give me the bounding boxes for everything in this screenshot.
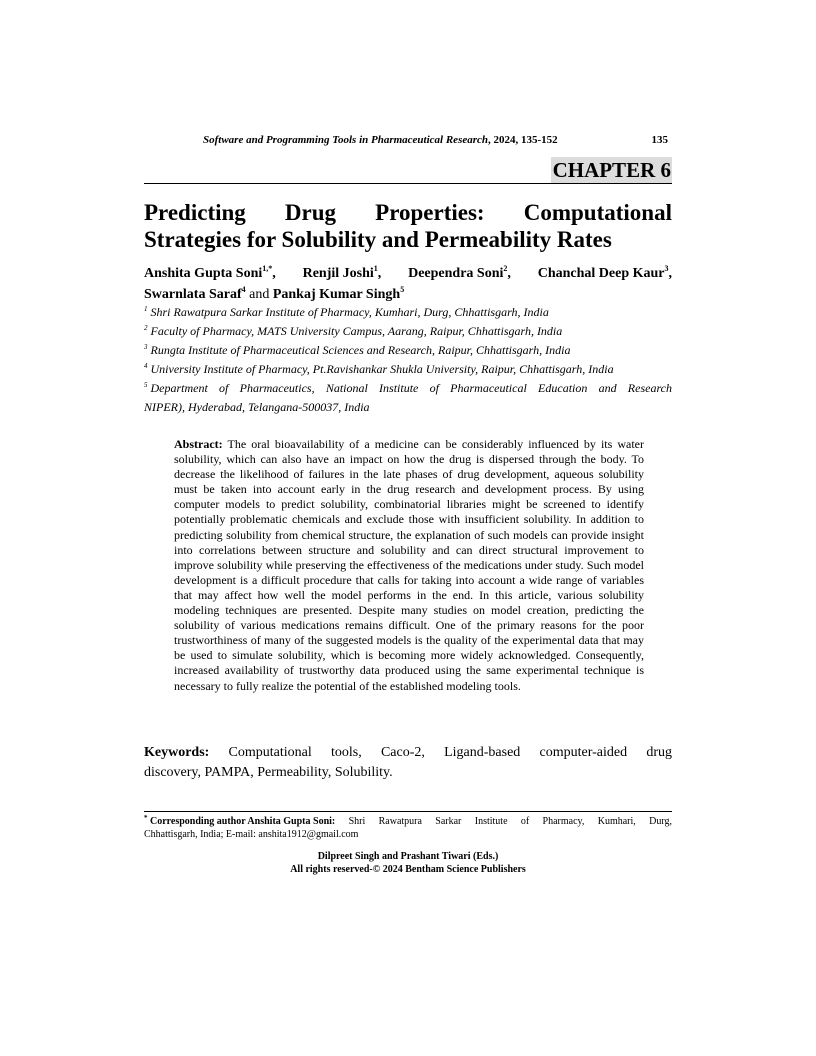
title-word: Drug bbox=[284, 200, 337, 225]
author-name: Pankaj Kumar Singh bbox=[272, 287, 401, 302]
author-line-1 bbox=[144, 263, 672, 284]
affiliation-word: of bbox=[429, 381, 439, 395]
footnote-word: Sarkar bbox=[435, 816, 462, 827]
title-word: Computational bbox=[523, 200, 672, 225]
chapter-label-text: CHAPTER 6 bbox=[552, 158, 671, 182]
author-affiliation-marker: 5 bbox=[400, 285, 405, 294]
footnote-word: Pharmacy, bbox=[542, 816, 585, 827]
footnote-word: of bbox=[520, 816, 530, 827]
editors-line: Dilpreet Singh and Prashant Tiwari (Eds.) bbox=[317, 851, 499, 862]
author-name: Chanchal Deep Kaur bbox=[537, 266, 665, 281]
keyword-word: Computational bbox=[228, 745, 312, 760]
affiliation-number: 4 bbox=[144, 362, 148, 370]
author-name: Deependra Soni bbox=[408, 266, 504, 281]
journal-citation bbox=[203, 133, 558, 147]
chapter-divider bbox=[144, 183, 672, 184]
page-number: 135 bbox=[651, 134, 668, 146]
corresponding-author-footnote bbox=[144, 815, 672, 841]
keyword-word: Caco-2, bbox=[380, 745, 425, 760]
affiliation-number: 2 bbox=[144, 324, 148, 332]
affiliation-continuation: NIPER), Hyderabad, Telangana-500037, India bbox=[144, 400, 370, 414]
affiliation-word: $^5$ Department bbox=[144, 381, 208, 395]
footnote-word: Durg, bbox=[649, 816, 672, 827]
affiliation-number: 3 bbox=[144, 343, 148, 351]
author: Chanchal Deep Kaur$^3$, bbox=[537, 264, 672, 281]
author-conjunction: and bbox=[249, 287, 270, 302]
keywords bbox=[144, 743, 672, 783]
journal-year-pages: , 2024, 135-152 bbox=[488, 134, 558, 146]
affiliation-word: Institute bbox=[379, 381, 419, 395]
author: Anshita Gupta Soni$^{1,*}$, bbox=[144, 264, 276, 281]
keywords-line-2: discovery, PAMPA, Permeability, Solubility. bbox=[144, 765, 393, 780]
journal-title: Software and Programming Tools in Pharmaceutical Research bbox=[203, 134, 489, 146]
affiliation-text: Shri Rawatpura Sarkar Institute of Pharmacy, Kumhari, Durg, Chhattisgarh, India bbox=[150, 305, 549, 319]
title-word: Properties: bbox=[375, 200, 485, 225]
affiliation-text: University Institute of Pharmacy, Pt.Ravishankar Shukla University, Raipur, Chhattisgarh, India bbox=[150, 362, 614, 376]
affiliation bbox=[144, 379, 672, 398]
footnote-divider bbox=[144, 811, 672, 812]
title-line-1 bbox=[144, 199, 672, 226]
affiliation-number: 1 bbox=[144, 305, 148, 313]
footnote-label: * Corresponding author Anshita Gupta Soni: bbox=[144, 814, 336, 827]
affiliation bbox=[144, 322, 672, 341]
abstract bbox=[174, 437, 644, 694]
affiliations bbox=[144, 303, 672, 417]
keyword-word: drug bbox=[646, 745, 672, 760]
author bbox=[144, 287, 246, 302]
abstract-label: Abstract: bbox=[174, 437, 223, 451]
author: Renjil Joshi$^1$, bbox=[302, 264, 382, 281]
author-name: Swarnlata Saraf bbox=[144, 287, 242, 302]
author-list bbox=[144, 263, 672, 305]
author: Deependra Soni$^2$, bbox=[408, 264, 511, 281]
affiliation-word: Pharmaceutics, bbox=[239, 381, 315, 395]
author-affiliation-marker: 3 bbox=[664, 264, 669, 273]
affiliation-word: National bbox=[325, 381, 368, 395]
keyword-word: tools, bbox=[330, 745, 362, 760]
author-name: Renjil Joshi bbox=[302, 266, 374, 281]
footnote-marker: * bbox=[144, 814, 148, 822]
footnote-line-1 bbox=[144, 815, 672, 828]
affiliation-word: of bbox=[219, 381, 229, 395]
affiliation-text: Rungta Institute of Pharmaceutical Sciences and Research, Raipur, Chhattisgarh, India bbox=[150, 343, 571, 357]
publisher-info bbox=[144, 850, 672, 876]
chapter-title bbox=[144, 199, 672, 253]
footnote-line-2: Chhattisgarh, India; E-mail: anshita1912@gmail.com bbox=[144, 829, 359, 840]
affiliation-word: Pharmaceutical bbox=[450, 381, 527, 395]
affiliation bbox=[144, 303, 672, 322]
affiliation-word: Research bbox=[627, 381, 672, 395]
keywords-label: Keywords: bbox=[144, 745, 210, 760]
keyword-word: Ligand-based bbox=[444, 745, 521, 760]
footnote-word: Kumhari, bbox=[597, 816, 636, 827]
author bbox=[273, 287, 404, 302]
footnote-word: Shri bbox=[348, 816, 366, 827]
keywords-line-1 bbox=[144, 743, 672, 763]
affiliation bbox=[144, 360, 672, 379]
keyword-word: computer-aided bbox=[539, 745, 628, 760]
chapter-label bbox=[551, 157, 672, 183]
author-line-2 bbox=[144, 284, 672, 305]
title-word: Predicting bbox=[144, 200, 246, 225]
affiliation-word: and bbox=[598, 381, 617, 395]
affiliation-text: Faculty of Pharmacy, MATS University Campus, Aarang, Raipur, Chhattisgarh, India bbox=[150, 324, 563, 338]
affiliation-number: 5 bbox=[144, 381, 148, 389]
affiliation-word: Education bbox=[538, 381, 588, 395]
footnote-word: Rawatpura bbox=[378, 816, 422, 827]
author-name: Anshita Gupta Soni bbox=[144, 266, 263, 281]
rights-line: All rights reserved-© 2024 Bentham Science Publishers bbox=[290, 864, 526, 875]
title-line-2: Strategies for Solubility and Permeability Rates bbox=[144, 227, 612, 252]
affiliation bbox=[144, 341, 672, 360]
author-affiliation-marker: 1 bbox=[373, 264, 378, 273]
footnote-word: Institute bbox=[474, 816, 508, 827]
author-affiliation-marker: 2 bbox=[503, 264, 508, 273]
author-affiliation-marker: 4 bbox=[241, 285, 246, 294]
abstract-text: The oral bioavailability of a medicine can be considerably influenced by its water solubility, which can also have an impact on how the drug is dispersed through the body. To decrease the likelihood of failures in the late phases of drug development, aqueous solubility must be taken into account early in the drug research and development process. By using computer models to predict solubility, combinatorial libraries might be screened to identify potentially problematic chemicals and exclude those with insufficient solubility. In addition to predicting solubility from chemical structure, the explanation of such models can provide insight into correlations between structure and solubility and can direct structural improvement to improve solubility while preserving the effectiveness of the medications under study. Such model development is a difficult procedure that calls for taking into account a wide range of variables that may affect how well the model performs in the end. In this article, various solubility modeling techniques are presented. Despite many studies on model creation, predicting the solubility of various medications remains difficult. One of the primary reasons for the poor trustworthiness of many of the suggested models is the quality of the experimental data that may be used to simulate solubility, which is becoming more widely acknowledged. Consequently, increased availability of trustworthy data produced using the same experimental technique is necessary to fully realize the potential of the established modeling tools. bbox=[174, 437, 644, 693]
author-affiliation-marker: 1,* bbox=[262, 264, 273, 273]
